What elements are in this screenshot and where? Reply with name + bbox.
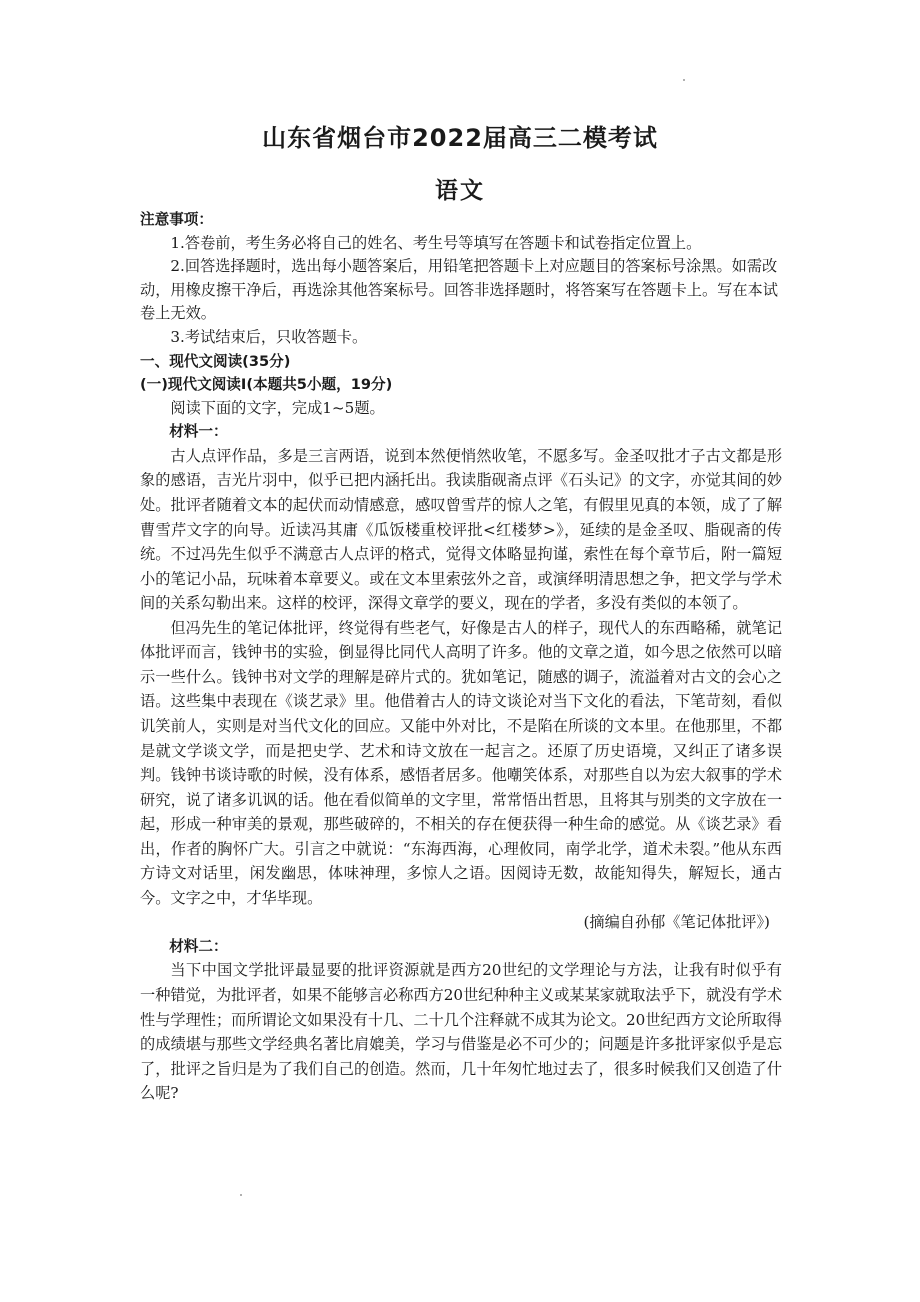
subject-title: 语文 [435,178,485,204]
section-instruction: 阅读下面的文字，完成1~5题。 [170,398,385,417]
material-one-paragraph: 古人点评作品，多是三言两语，说到本然便悄然收笔，不愿多写。金圣叹批才子古文都是形象的感语，吉光片羽中，似乎已把内涵托出。我读脂砚斋点评《石头记》的文字，亦觉其间的妙处。批评者随着文本的起伏而动情感意，感叹曾雪芹的惊人之笔，有假里见真的本领，成了了解曹雪芹文字的向导。近读冯其庸《瓜饭楼重校评批<红楼梦>》，延续的是金圣叹、脂砚斋的传统。不过冯先生似乎不满意古人点评的格式，觉得文体略显拘谨，索性在每个章节后，附一篇短小的笔记小品，玩味着本章要义。或在文本里索弦外之音，或演绎明清思想之争，把文学与学术间的关系勾勒出来。这样的校评，深得文章学的要义，现在的学者，多没有类似的本领了。 [140,446,782,613]
material-one-label: 材料一： [169,423,228,441]
notice-item: 2.回答选择题时，选出每小题答案后，用铅笔把答题卡上对应题目的答案标号涂黑。如需改动，用橡皮擦干净后，再选涂其他答案标号。回答非选择题时，将答案写在答题卡上。写在本试卷上无效。 [140,257,778,323]
notice-heading: 注意事项： [140,211,213,228]
material-one-source: (摘编自孙郁《笔记体批评》) [583,913,770,932]
exam-content [140,208,782,1106]
material-one-paragraph: 但冯先生的笔记体批评，终觉得有些老气，好像是古人的样子，现代人的东西略稀，就笔记体批评而言，钱钟书的实验，倒显得比同代人高明了许多。他的文章之道，如今思之依然可以暗示一些什么。钱钟书对文学的理解是碎片式的。犹如笔记，随感的调子，流溢着对古文的会心之语。这些集中表现在《谈艺录》里。他借着古人的诗文谈论对当下文化的看法，下笔苛刻，看似讥笑前人，实则是对当代文化的回应。又能中外对比，不是陷在所谈的文本里。在他那里，不都是就文学谈文学，而是把史学、艺术和诗文放在一起言之。还原了历史语境，又纠正了诸多误判。钱钟书谈诗歌的时候，没有体系，感悟者居多。他嘲笑体系，对那些自以为宏大叙事的学术研究，说了诸多讥讽的话。他在看似简单的文字里，常常悟出哲思，且将其与别类的文字放在一起，形成一种审美的景观，那些破碎的，不相关的存在便获得一种生命的感觉。从《谈艺录》看出，作者的胸怀广大。引言之中就说：“东海西海，心理攸同，南学北学，道术未裂。”他从东西方诗文对话里，闲发幽思，体味神理，多惊人之语。因阅诗无数，故能知得失，解短长，通古今。文字之中，才华毕现。 [140,618,782,907]
material-two-paragraph: 当下中国文学批评最显要的批评资源就是西方20世纪的文学理论与方法，让我有时似乎有一种错觉，为批评者，如果不能够言必称西方20世纪种种主义或某某家就取法乎下，就没有学术性与学理性；而所谓论文如果没有十几、二十几个注释就不成其为论文。20世纪西方文论所取得的成绩堪与那些文学经典名著比肩媲美，学习与借鉴是必不可少的；问题是许多批评家似乎是忘了，批评之旨归是为了我们自己的创造。然而，几十年匆忙地过去了，很多时候我们又创造了什么呢? [140,961,783,1103]
exam-title: 山东省烟台市2022届高三二模考试 [262,124,658,152]
section-subheading: (一)现代文阅读Ⅰ(本题共5小题，19分) [140,376,393,394]
scan-speck [683,79,685,81]
notice-item: 1.答卷前，考生务必将自己的姓名、考生号等填写在答题卡和试卷指定位置上。 [170,233,702,252]
scan-speck [240,1194,242,1196]
material-two-label: 材料二： [169,937,228,955]
notice-item: 3.考试结束后，只收答题卡。 [170,327,368,346]
section-heading: 一、现代文阅读(35分) [140,352,291,370]
